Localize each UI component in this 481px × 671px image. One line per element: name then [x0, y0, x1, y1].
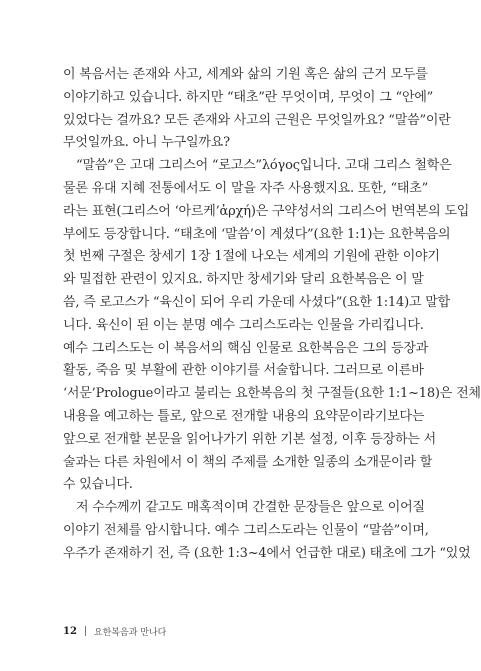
body-line: 이야기하고 있습니다. 하지만 “태초”란 무엇이며, 무엇이 그 “안에”	[63, 89, 434, 105]
body-text	[63, 64, 481, 566]
body-line: 부에도 등장합니다. “태초에 ‘말씀’이 계셨다”(요한 1:1)는 요한복음의	[63, 226, 451, 242]
body-line: 있었다는 걸까요? 모든 존재와 사고의 근원은 무엇일까요? “말씀”이란	[63, 112, 451, 128]
body-line: 활동, 죽음 및 부활에 관한 이야기를 서술합니다. 그러므로 이른바	[63, 363, 424, 379]
body-line: 무엇일까요. 아니 누구일까요?	[63, 135, 230, 151]
body-line: 앞으로 전개할 본문을 읽어나가기 위한 기본 설정, 이후 등장하는 서	[63, 431, 436, 447]
body-line: 예수 그리스도는 이 복음서의 핵심 인물로 요한복음은 그의 등장과	[63, 340, 429, 356]
page-footer	[63, 624, 166, 638]
body-line: 이야기 전체를 암시합니다. 예수 그리스도라는 인물이 “말씀”이며,	[63, 522, 429, 538]
body-line: 라는 표현(그리스어 ‘아르케’ἀρχή)은 구약성서의 그리스어 번역본의 도입	[63, 203, 470, 219]
body-line: 수 있습니다.	[63, 477, 133, 493]
body-line: 씀, 즉 로고스가 “육신이 되어 우리 가운데 사셨다”(요한 1:14)고 말합	[63, 294, 450, 310]
body-line: 와 밀접한 관련이 있지요. 하지만 창세기와 달리 요한복음은 이 말	[63, 272, 424, 288]
body-line: 첫 번째 구절은 창세기 1장 1절에 나오는 세계의 기원에 관한 이야기	[63, 249, 440, 265]
running-title: 요한복음과 만나다	[93, 627, 167, 638]
body-line: 니다. 육신이 된 이는 분명 예수 그리스도라는 인물을 가리킵니다.	[63, 317, 424, 333]
body-line: 내용을 예고하는 틀로, 앞으로 전개할 내용의 요약문이라기보다는	[63, 408, 425, 424]
body-line: “말씀”은 고대 그리스어 “로고스”λόγος입니다. 고대 그리스 철학은	[76, 158, 452, 174]
body-line: 술과는 다른 차원에서 이 책의 주제를 소개한 일종의 소개문이라 할	[63, 454, 433, 470]
footer-divider	[85, 626, 86, 636]
body-line: 이 복음서는 존재와 사고, 세계와 삶의 기원 혹은 삶의 근거 모두를	[63, 67, 428, 82]
body-line: 우주가 존재하기 전, 즉 (요한 1:3~4에서 언급한 대로) 태초에 그가 “있었	[63, 545, 471, 561]
page-number: 12	[63, 625, 77, 637]
body-line: 저 수수께끼 같고도 매혹적이며 간결한 문장들은 앞으로 이어질	[76, 500, 425, 516]
body-line: ‘서문’Prologue이라고 불리는 요한복음의 첫 구절들(요한 1:1~18)은 전체	[63, 386, 481, 402]
body-line: 물론 유대 지혜 전통에서도 이 말을 자주 사용했지요. 또한, “태초”	[63, 180, 429, 196]
